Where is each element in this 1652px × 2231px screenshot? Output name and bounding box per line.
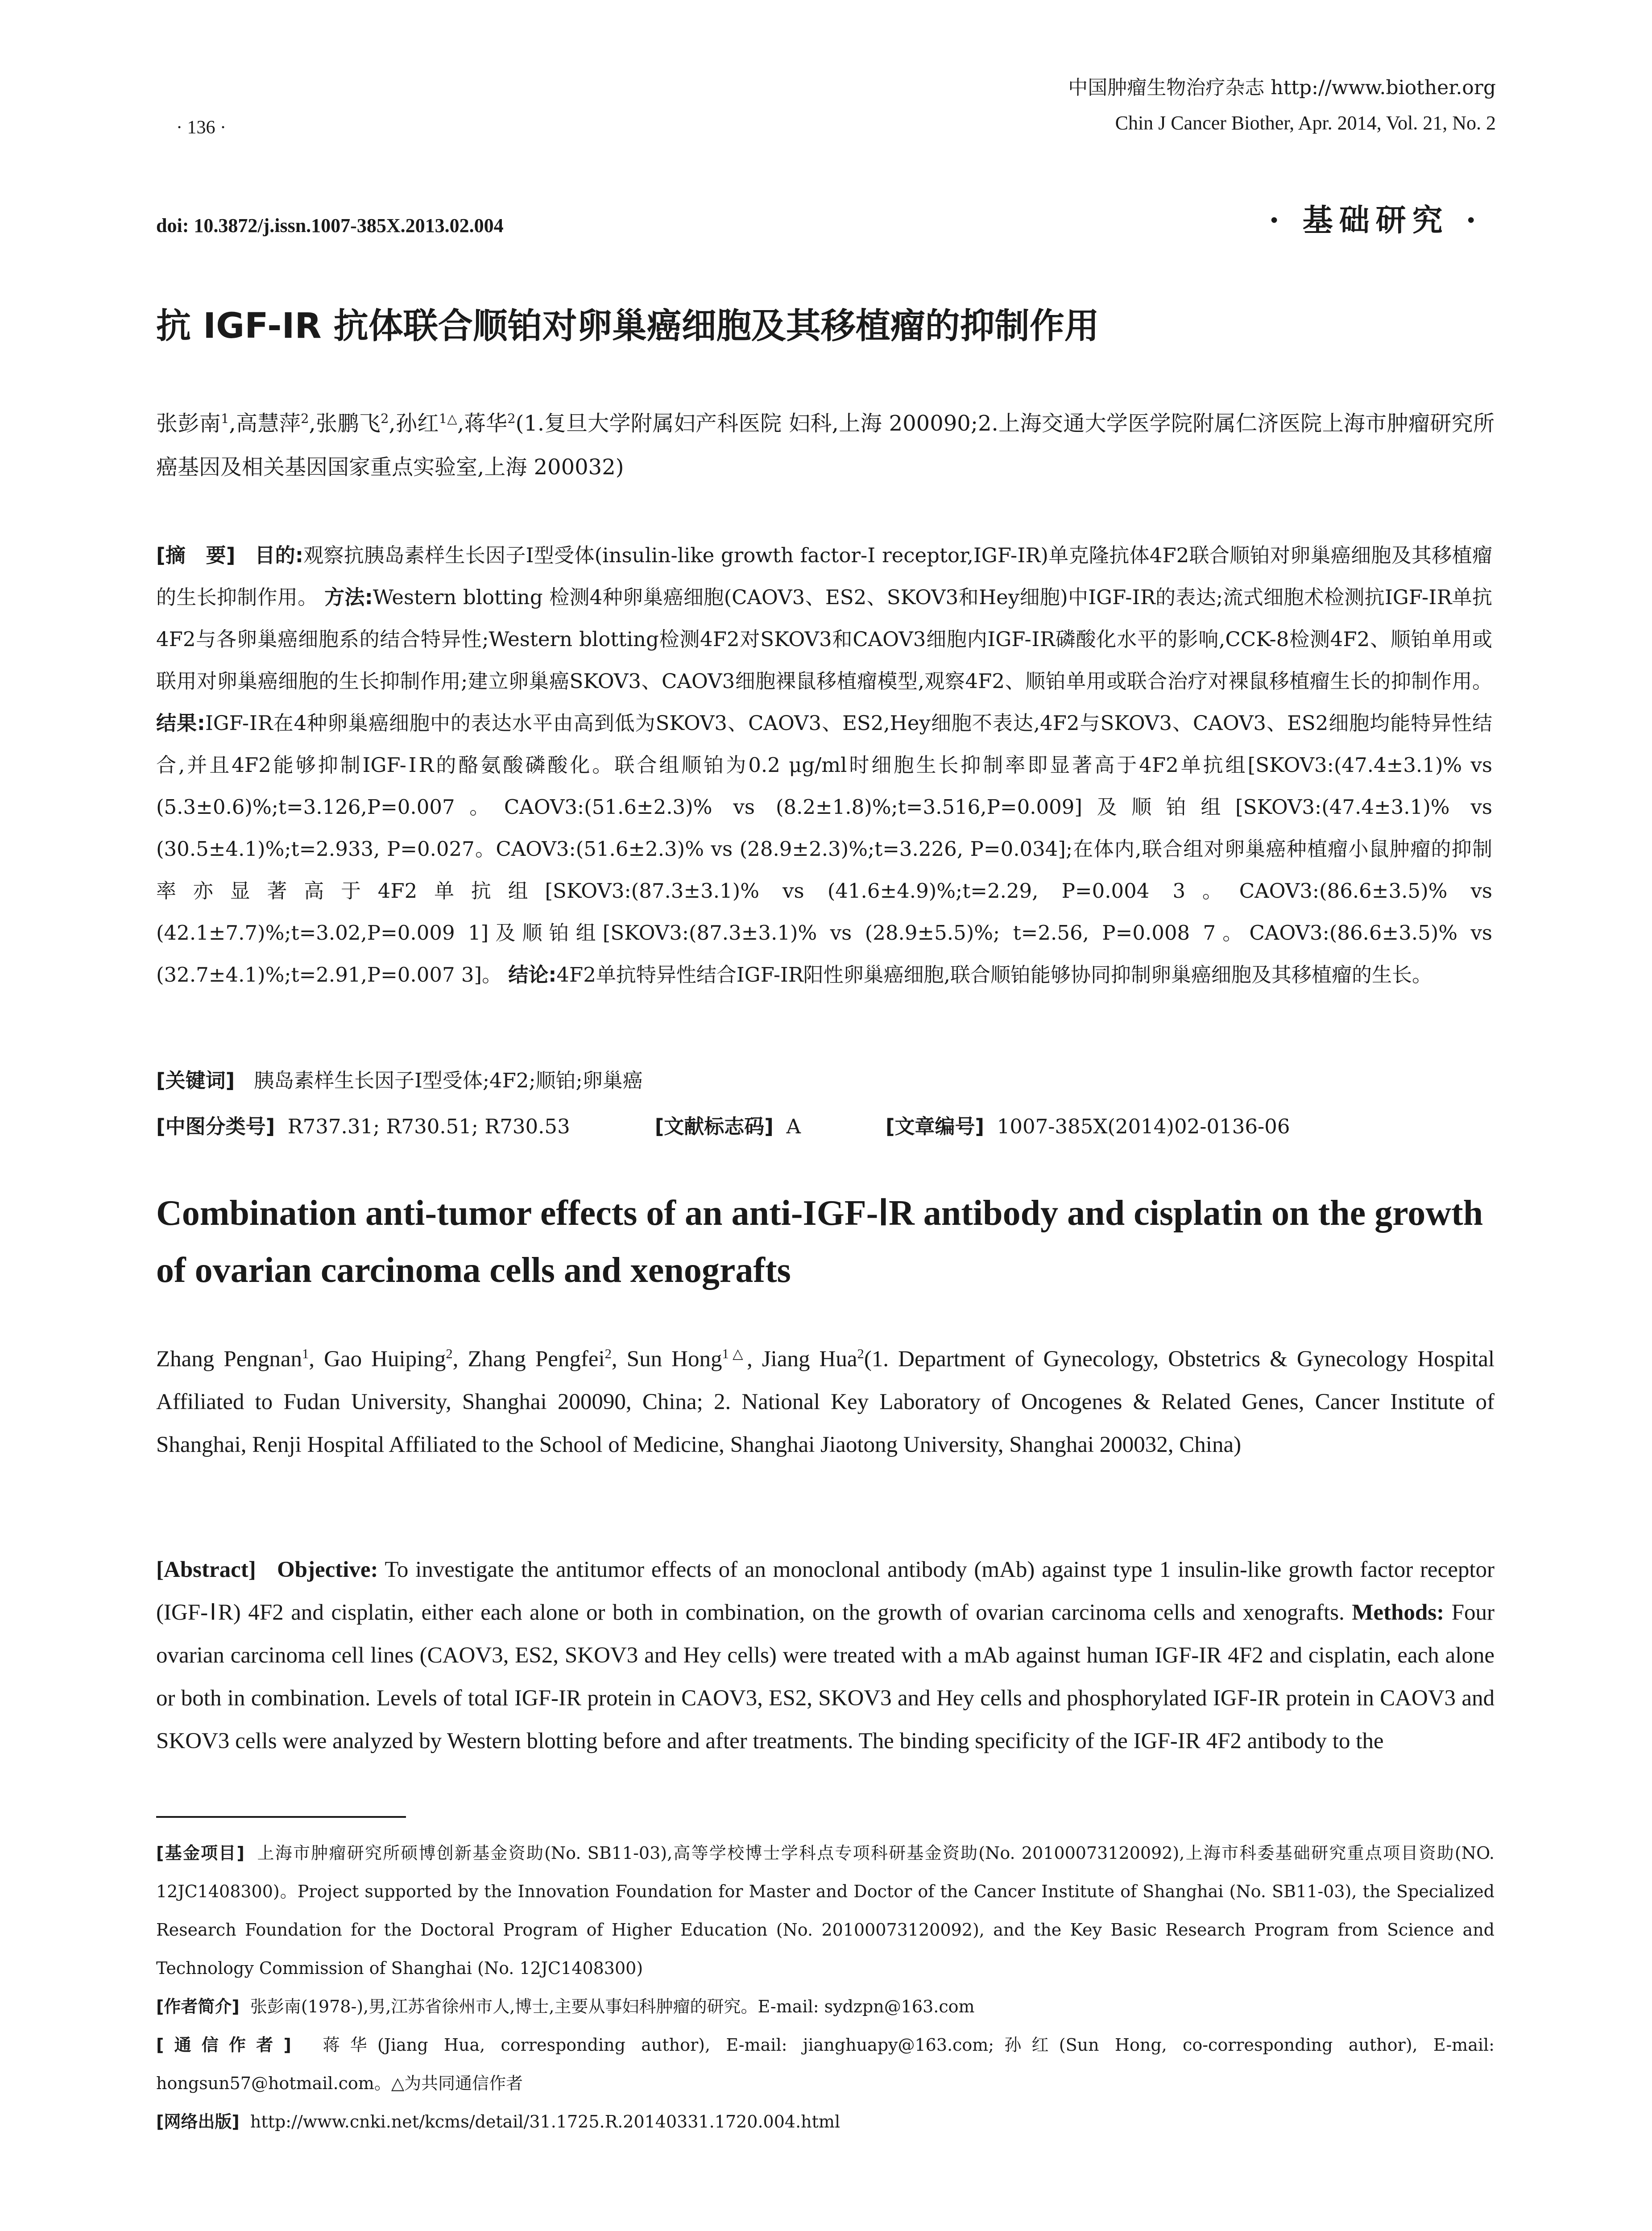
objective-text-en: To investigate the antitumor effects of an monoclonal antibody (mAb) against type 1 insulin-like growth factor receptor (IGF-ⅠR) 4F2 and cisplatin, either each alone or both in combination, on the growth of ovarian carcinoma cells and xenografts. xyxy=(156,1557,1495,1625)
author-sup-en: 2 xyxy=(604,1346,612,1361)
funding-text: 上海市肿瘤研究所硕博创新基金资助(No. SB11-03),高等学校博士学科点专项科研基金资助(No. 20100073120092),上海市科委基础研究重点项目资助(NO. 12JC1408300)。Project supported by the Innovation Foundation for Master and Doctor of the Cancer Institute of Shanghai (No. SB11-03), the Specialized Research Foundation for the Doctoral Program of Higher Education (No. 20100073120092), and the Key Basic Research Program from Science and Technology Commission of Shanghai (No. 12JC1408300) xyxy=(156,1843,1495,1978)
doc-code-label: [文献标志码] xyxy=(654,1115,774,1138)
funding-label: [基金项目] xyxy=(156,1843,244,1863)
article-number-value: 1007-385X(2014)02-0136-06 xyxy=(997,1115,1290,1138)
article-number-label: [文章编号] xyxy=(885,1115,985,1138)
footnotes xyxy=(156,1834,1495,2141)
author-sup-en: 1 xyxy=(302,1346,309,1361)
objective-text-cn: 观察抗胰岛素样生长因子Ⅰ型受体(insulin-like growth factor-Ⅰ receptor,IGF-ⅠR)单克隆抗体4F2联合顺铂对卵巢癌细胞及其移植瘤的生长抑制作用。 xyxy=(156,543,1492,609)
author-name: 高慧萍 xyxy=(236,411,301,436)
author-sup: 1 xyxy=(221,411,229,426)
author-sup: 2 xyxy=(381,411,389,426)
author-name: 张彭南 xyxy=(156,411,221,436)
author-bio-label: [作者简介] xyxy=(156,1997,240,2016)
affiliation-cn: (1.复旦大学附属妇产科医院 妇科,上海 200090;2.上海交通大学医学院附属仁济医院上海市肿瘤研究所 癌基因及相关基因国家重点实验室,上海 200032) xyxy=(156,411,1495,480)
methods-text-cn: Western blotting 检测4种卵巢癌细胞(CAOV3、ES2、SKOV3和Hey细胞)中IGF-ⅠR的表达;流式细胞术检测抗IGF-ⅠR单抗4F2与各卵巢癌细胞系的结合特异性;Western blotting检测4F2对SKOV3和CAOV3细胞内IGF-ⅠR磷酸化水平的影响,CCK-8检测4F2、顺铂单用或联用对卵巢癌细胞的生长抑制作用;建立卵巢癌SKOV3、CAOV3细胞裸鼠移植瘤模型,观察4F2、顺铂单用或联合治疗对裸鼠移植瘤生长的抑制作用。 xyxy=(156,585,1492,693)
author-name: 蒋华 xyxy=(464,411,508,436)
title-cn: 抗 IGF-ⅠR 抗体联合顺铂对卵巢癌细胞及其移植瘤的抑制作用 xyxy=(156,306,1099,346)
author-name-en: Sun Hong xyxy=(626,1347,722,1372)
author-sup-en: 2 xyxy=(446,1346,453,1361)
online-label: [网络出版] xyxy=(156,2112,240,2131)
footnote-divider xyxy=(156,1816,406,1818)
author-bio-text: 张彭南(1978-),男,江苏省徐州市人,博士,主要从事妇科肿瘤的研究。E-mail: sydzpn@163.com xyxy=(250,1997,975,2016)
author-sup: 1△ xyxy=(439,411,457,426)
objective-label-cn: 目的: xyxy=(255,543,303,567)
results-label-cn: 结果: xyxy=(156,711,205,735)
footnote-online xyxy=(156,2102,1495,2141)
online-url[interactable]: http://www.cnki.net/kcms/detail/31.1725.R.20140331.1720.004.html xyxy=(250,2112,840,2131)
page-number: · 136 · xyxy=(176,117,226,138)
conclusion-text-cn: 4F2单抗特异性结合IGF-ⅠR阳性卵巢癌细胞,联合顺铂能够协同抑制卵巢癌细胞及其移植瘤的生长。 xyxy=(556,963,1432,987)
title-en: Combination anti-tumor effects of an anti-IGF-ⅠR antibody and cisplatin on the growth of ovarian carcinoma cells and xenografts xyxy=(156,1194,1483,1290)
author-sup: 2 xyxy=(301,411,309,426)
results-text-cn: IGF-ⅠR在4种卵巢癌细胞中的表达水平由高到低为SKOV3、CAOV3、ES2,Hey细胞不表达,4F2与SKOV3、CAOV3、ES2细胞均能特异性结合,并且4F2能够抑制IGF-ⅠR的酪氨酸磷酸化。联合组顺铂为0.2 μg/ml时细胞生长抑制率即显著高于4F2单抗组[SKOV3:(47.4±3.1)% vs (5.3±0.6)%;t=3.126,P=0.007。CAOV3:(51.6±2.3)% vs (8.2±1.8)%;t=3.516,P=0.009]及顺铂组[SKOV3:(47.4±3.1)% vs (30.5±4.1)%;t=2.933, P=0.027。CAOV3:(51.6±2.3)% vs (28.9±2.3)%;t=3.226, P=0.034];在体内,联合组对卵巢癌种植瘤小鼠肿瘤的抑制率亦显著高于4F2单抗组[SKOV3:(87.3±3.1)% vs (41.6±4.9)%;t=2.29, P=0.004 3。CAOV3:(86.6±3.5)% vs (42.1±7.7)%;t=3.02,P=0.009 1]及顺铂组[SKOV3:(87.3±3.1)% vs (28.9±5.5)%; t=2.56, P=0.008 7。CAOV3:(86.6±3.5)% vs (32.7±4.1)%;t=2.91,P=0.007 3]。 xyxy=(156,711,1493,987)
journal-citation-en: Chin J Cancer Biother, Apr. 2014, Vol. 21, No. 2 xyxy=(1115,112,1496,134)
doc-code-value: A xyxy=(786,1115,801,1138)
author-name-en: Jiang Hua xyxy=(762,1347,857,1372)
keywords-label: [关键词] xyxy=(156,1069,235,1092)
abstract-label-en: [Abstract] xyxy=(156,1557,256,1582)
author-name: 孙红 xyxy=(395,411,439,436)
keywords-value: 胰岛素样生长因子Ⅰ型受体;4F2;顺铂;卵巢癌 xyxy=(254,1069,643,1092)
journal-name-cn: 中国肿瘤生物治疗杂志 http://www.biother.org xyxy=(1068,76,1496,99)
footnote-author xyxy=(156,1987,1495,2026)
methods-text-en: Four ovarian carcinoma cell lines (CAOV3, ES2, SKOV3 and Hey cells) were treated with a mAb against human IGF-IR 4F2 and cisplatin, each alone or both in combination. Levels of total IGF-IR protein in CAOV3, ES2, SKOV3 and Hey cells and phosphorylated IGF-IR protein in CAOV3 and SKOV3 cells were analyzed by Western blotting before and after treatments. The binding specificity of the IGF-IR 4F2 antibody to the xyxy=(156,1600,1495,1754)
affiliation-en: (1. Department of Gynecology, Obstetrics & Gynecology Hospital Affiliated to Fudan University, Shanghai 200090, China; 2. National Key Laboratory of Oncogenes & Related Genes, Cancer Institute of Shanghai, Renji Hospital Affiliated to the School of Medicine, Shanghai Jiaotong University, Shanghai 200032, China) xyxy=(156,1347,1495,1457)
methods-label-cn: 方法: xyxy=(324,585,373,609)
conclusion-label-cn: 结论: xyxy=(508,963,557,987)
clc-value: R737.31; R730.51; R730.53 xyxy=(287,1115,570,1138)
corresponding-text: 蒋华(Jiang Hua, corresponding author), E-mail: jianghuapy@163.com;孙红(Sun Hong, co-corresponding author), E-mail: hongsun57@hotmail.com。△为共同通信作者 xyxy=(156,2035,1495,2093)
methods-label-en: Methods: xyxy=(1352,1600,1445,1625)
clc-label: [中图分类号] xyxy=(156,1115,275,1138)
objective-label-en: Objective: xyxy=(277,1557,378,1582)
author-sup: 2 xyxy=(507,411,516,426)
classification-line xyxy=(156,1110,1495,1139)
doi: doi: 10.3872/j.issn.1007-385X.2013.02.004 xyxy=(156,215,504,236)
footnote-corresponding xyxy=(156,2026,1495,2102)
section-tag: · 基础研究 · xyxy=(1269,203,1482,238)
author-sup-en: 2 xyxy=(857,1346,864,1361)
keywords-cn xyxy=(156,1064,643,1093)
author-name-en: Zhang Pengfei xyxy=(468,1347,605,1372)
abstract-cn xyxy=(156,535,1492,996)
authors-en: Zhang Pengnan$^1$, Gao Huiping$^2$, Zhang Pengfei$^2$, Sun Hong$^{1\triangle}$, Jiang Hua$^2$(1. Department of Gynecology, Obstetrics & Gynecology Hospital Affiliated to Fudan University, Shanghai 200090, China; 2. National Key Laboratory of Oncogenes & Related Genes, Cancer Institute of Shanghai, Renji Hospital Affiliated to the School of Medicine, Shanghai Jiaotong University, Shanghai 200032, China) xyxy=(156,1346,1495,1457)
authors-cn: 张彭南$^1$,高慧萍$^2$,张鹏飞$^2$,孙红$^{1\triangle}$,蒋华$^2$(1.复旦大学附属妇产科医院 妇科,上海 200090;2.上海交通大学医学院附属仁济医院上海市肿瘤研究所 癌基因及相关基因国家重点实验室,上海 200032) xyxy=(156,411,1495,480)
abstract-en xyxy=(156,1548,1495,1762)
author-name-en: Zhang Pengnan xyxy=(156,1347,302,1372)
author-sup-en: 1△ xyxy=(722,1346,747,1361)
corresponding-label: [通信作者] xyxy=(156,2035,291,2055)
author-name-en: Gao Huiping xyxy=(324,1347,446,1372)
abstract-label-cn: [摘 要] xyxy=(156,543,236,567)
author-name: 张鹏飞 xyxy=(315,411,381,436)
footnote-funding xyxy=(156,1834,1495,1987)
